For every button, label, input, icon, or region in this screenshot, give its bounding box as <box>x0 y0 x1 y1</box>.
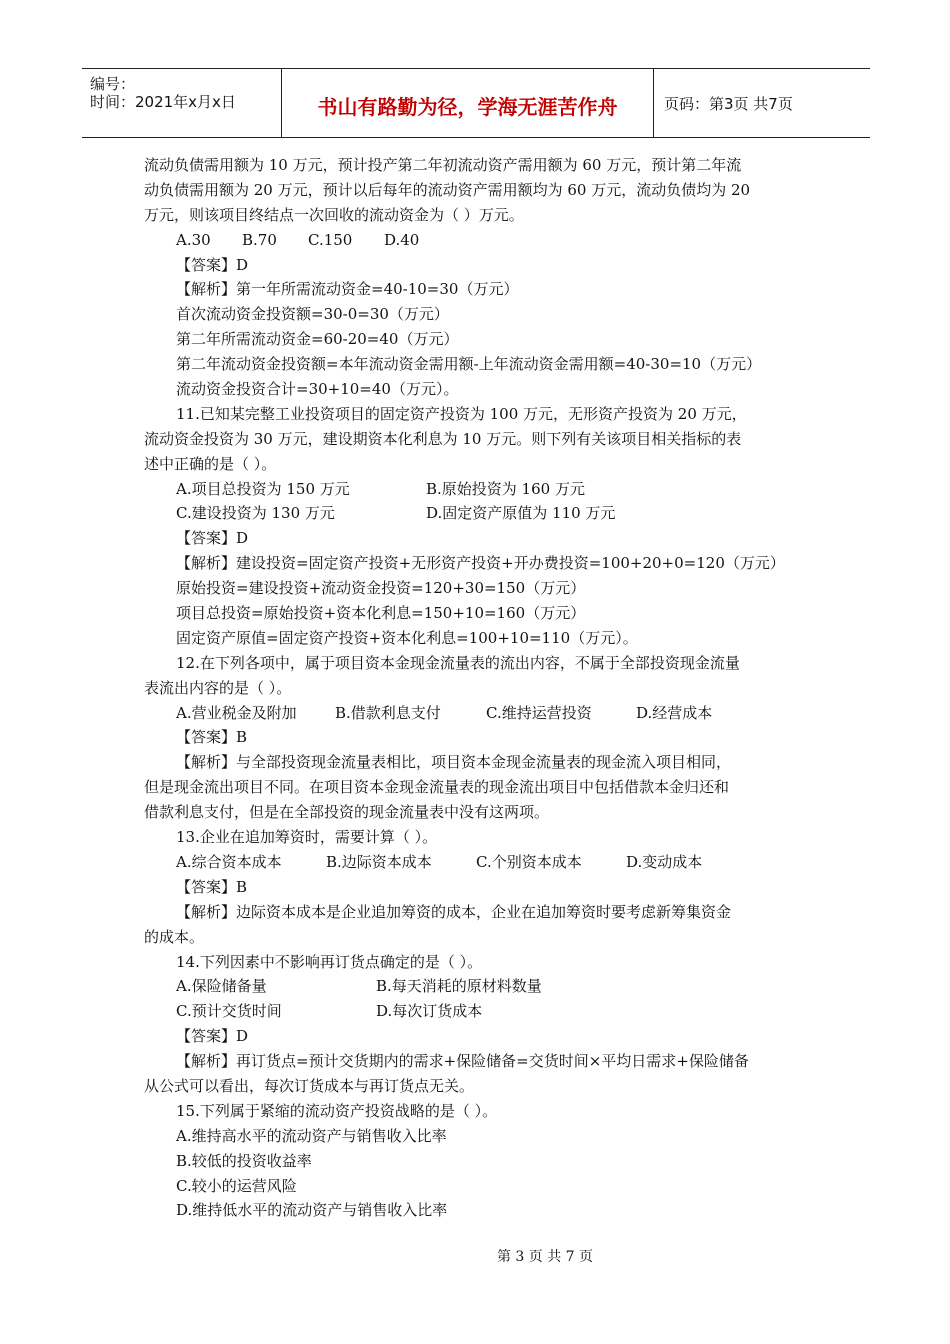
q11-options-row <box>144 477 810 502</box>
answer: 【答案】B <box>176 877 248 896</box>
q12-options <box>144 701 810 726</box>
analysis-line: 【解析】建设投资=固定资产投资+无形资产投资+开办费投资=100+20+0=120（万元） <box>176 554 785 573</box>
q14-options-row <box>144 999 810 1024</box>
option: D.40 <box>384 230 420 249</box>
question-stem: 流动资金投资为 30 万元，建设期资本化利息为 10 万元。则下列有关该项目相关指标的表 <box>144 429 742 448</box>
option: C.预计交货时间 <box>176 1002 282 1021</box>
analysis-line: 借款利息支付，但是在全部投资的现金流量表中没有这两项。 <box>144 803 550 822</box>
option: D.经营成本 <box>636 703 713 722</box>
motto: 书山有路勤为径，学海无涯苦作舟 <box>317 95 618 119</box>
analysis-line: 从公式可以看出，每次订货成本与再订货点无关。 <box>144 1076 475 1095</box>
option: A.维持高水平的流动资产与销售收入比率 <box>176 1126 447 1145</box>
q11-options-row <box>144 501 810 526</box>
analysis-line: 原始投资=建设投资+流动资金投资=120+30=150（万元） <box>176 579 586 598</box>
option: B.借款利息支付 <box>335 703 441 722</box>
answer: 【答案】D <box>176 255 249 274</box>
option: D.固定资产原值为 110 万元 <box>426 504 616 523</box>
analysis-line: 【解析】再订货点=预计交货期内的需求+保险储备=交货时间×平均日需求+保险储备 <box>176 1052 749 1071</box>
analysis-line: 【解析】与全部投资现金流量表相比，项目资本金现金流量表的现金流入项目相同， <box>176 753 732 772</box>
analysis-line: 第二年流动资金投资额=本年流动资金需用额-上年流动资金需用额=40-30=10（万元） <box>176 355 762 374</box>
header-motto-cell <box>282 69 654 137</box>
page-code: 页码：第3页 共7页 <box>664 95 793 113</box>
time-label: 时间：2021年x月x日 <box>90 93 236 111</box>
option: B.每天消耗的原材料数量 <box>376 977 542 996</box>
analysis-line: 项目总投资=原始投资+资本化利息=150+10=160（万元） <box>176 604 586 623</box>
option: A.项目总投资为 150 万元 <box>176 479 350 498</box>
option: B.边际资本成本 <box>326 852 432 871</box>
question-stem: 述中正确的是（ ）。 <box>144 454 277 473</box>
text-line: 流动负债需用额为 10 万元，预计投产第二年初流动资产需用额为 60 万元，预计第二年流 <box>144 156 742 174</box>
q14-options-row <box>144 974 810 999</box>
answer: 【答案】D <box>176 529 249 548</box>
text-line: 万元，则该项目终结点一次回收的流动资金为（ ）万元。 <box>144 205 524 224</box>
analysis-line: 【解析】第一年所需流动资金=40-10=30（万元） <box>176 280 519 299</box>
page-footer: 第 3 页 共 7 页 <box>496 1249 594 1265</box>
analysis-line: 【解析】边际资本成本是企业追加筹资的成本，企业在追加筹资时要考虑新筹集资金 <box>176 902 732 921</box>
option: A.30 <box>176 230 211 249</box>
option: C.150 <box>308 230 353 249</box>
option: D.变动成本 <box>626 852 703 871</box>
option: A.营业税金及附加 <box>176 703 297 722</box>
analysis-line: 的成本。 <box>144 927 205 946</box>
question-stem: 12.在下列各项中，属于项目资本金现金流量表的流出内容，不属于全部投资现金流量 <box>176 653 740 672</box>
analysis-line: 但是现金流出项目不同。在项目资本金现金流量表的现金流出项目中包括借款本金归还和 <box>144 778 730 797</box>
answer: 【答案】D <box>176 1027 249 1046</box>
option: C.个别资本成本 <box>476 852 582 871</box>
answer: 【答案】B <box>176 728 248 747</box>
option: C.建设投资为 130 万元 <box>176 504 335 523</box>
option: B.原始投资为 160 万元 <box>426 479 585 498</box>
analysis-line: 第二年所需流动资金=60-20=40（万元） <box>176 330 459 349</box>
option: B.较低的投资收益率 <box>176 1151 312 1170</box>
page-header <box>82 68 870 138</box>
question-stem: 15.下列属于紧缩的流动资产投资战略的是（ ）。 <box>176 1101 498 1120</box>
header-info-cell <box>82 69 282 137</box>
option: A.综合资本成本 <box>176 852 282 871</box>
option: D.维持低水平的流动资产与销售收入比率 <box>176 1201 448 1220</box>
option: C.维持运营投资 <box>486 703 592 722</box>
analysis-line: 流动资金投资合计=30+10=40（万元）。 <box>176 380 459 399</box>
question-stem: 11.已知某完整工业投资项目的固定资产投资为 100 万元，无形资产投资为 20 万元， <box>176 404 747 423</box>
header-page-cell <box>654 69 870 137</box>
option: B.70 <box>242 230 277 249</box>
option: C.较小的运营风险 <box>176 1176 297 1195</box>
analysis-line: 首次流动资金投资额=30-0=30（万元） <box>176 305 449 324</box>
question-stem: 表流出内容的是（ ）。 <box>144 678 292 697</box>
q10-options <box>144 228 810 253</box>
q13-options <box>144 850 810 875</box>
option: A.保险储备量 <box>176 977 267 996</box>
text-line: 动负债需用额为 20 万元，预计以后每年的流动资产需用额均为 60 万元，流动负债均为 20 <box>144 180 751 199</box>
document-body <box>144 153 810 1223</box>
analysis-line: 固定资产原值=固定资产投资+资本化利息=100+10=110（万元）。 <box>176 628 638 647</box>
number-label: 编号： <box>90 75 136 93</box>
option: D.每次订货成本 <box>376 1002 483 1021</box>
question-stem: 14.下列因素中不影响再订货点确定的是（ ）。 <box>176 952 483 971</box>
question-stem: 13.企业在追加筹资时，需要计算（ ）。 <box>176 828 438 847</box>
